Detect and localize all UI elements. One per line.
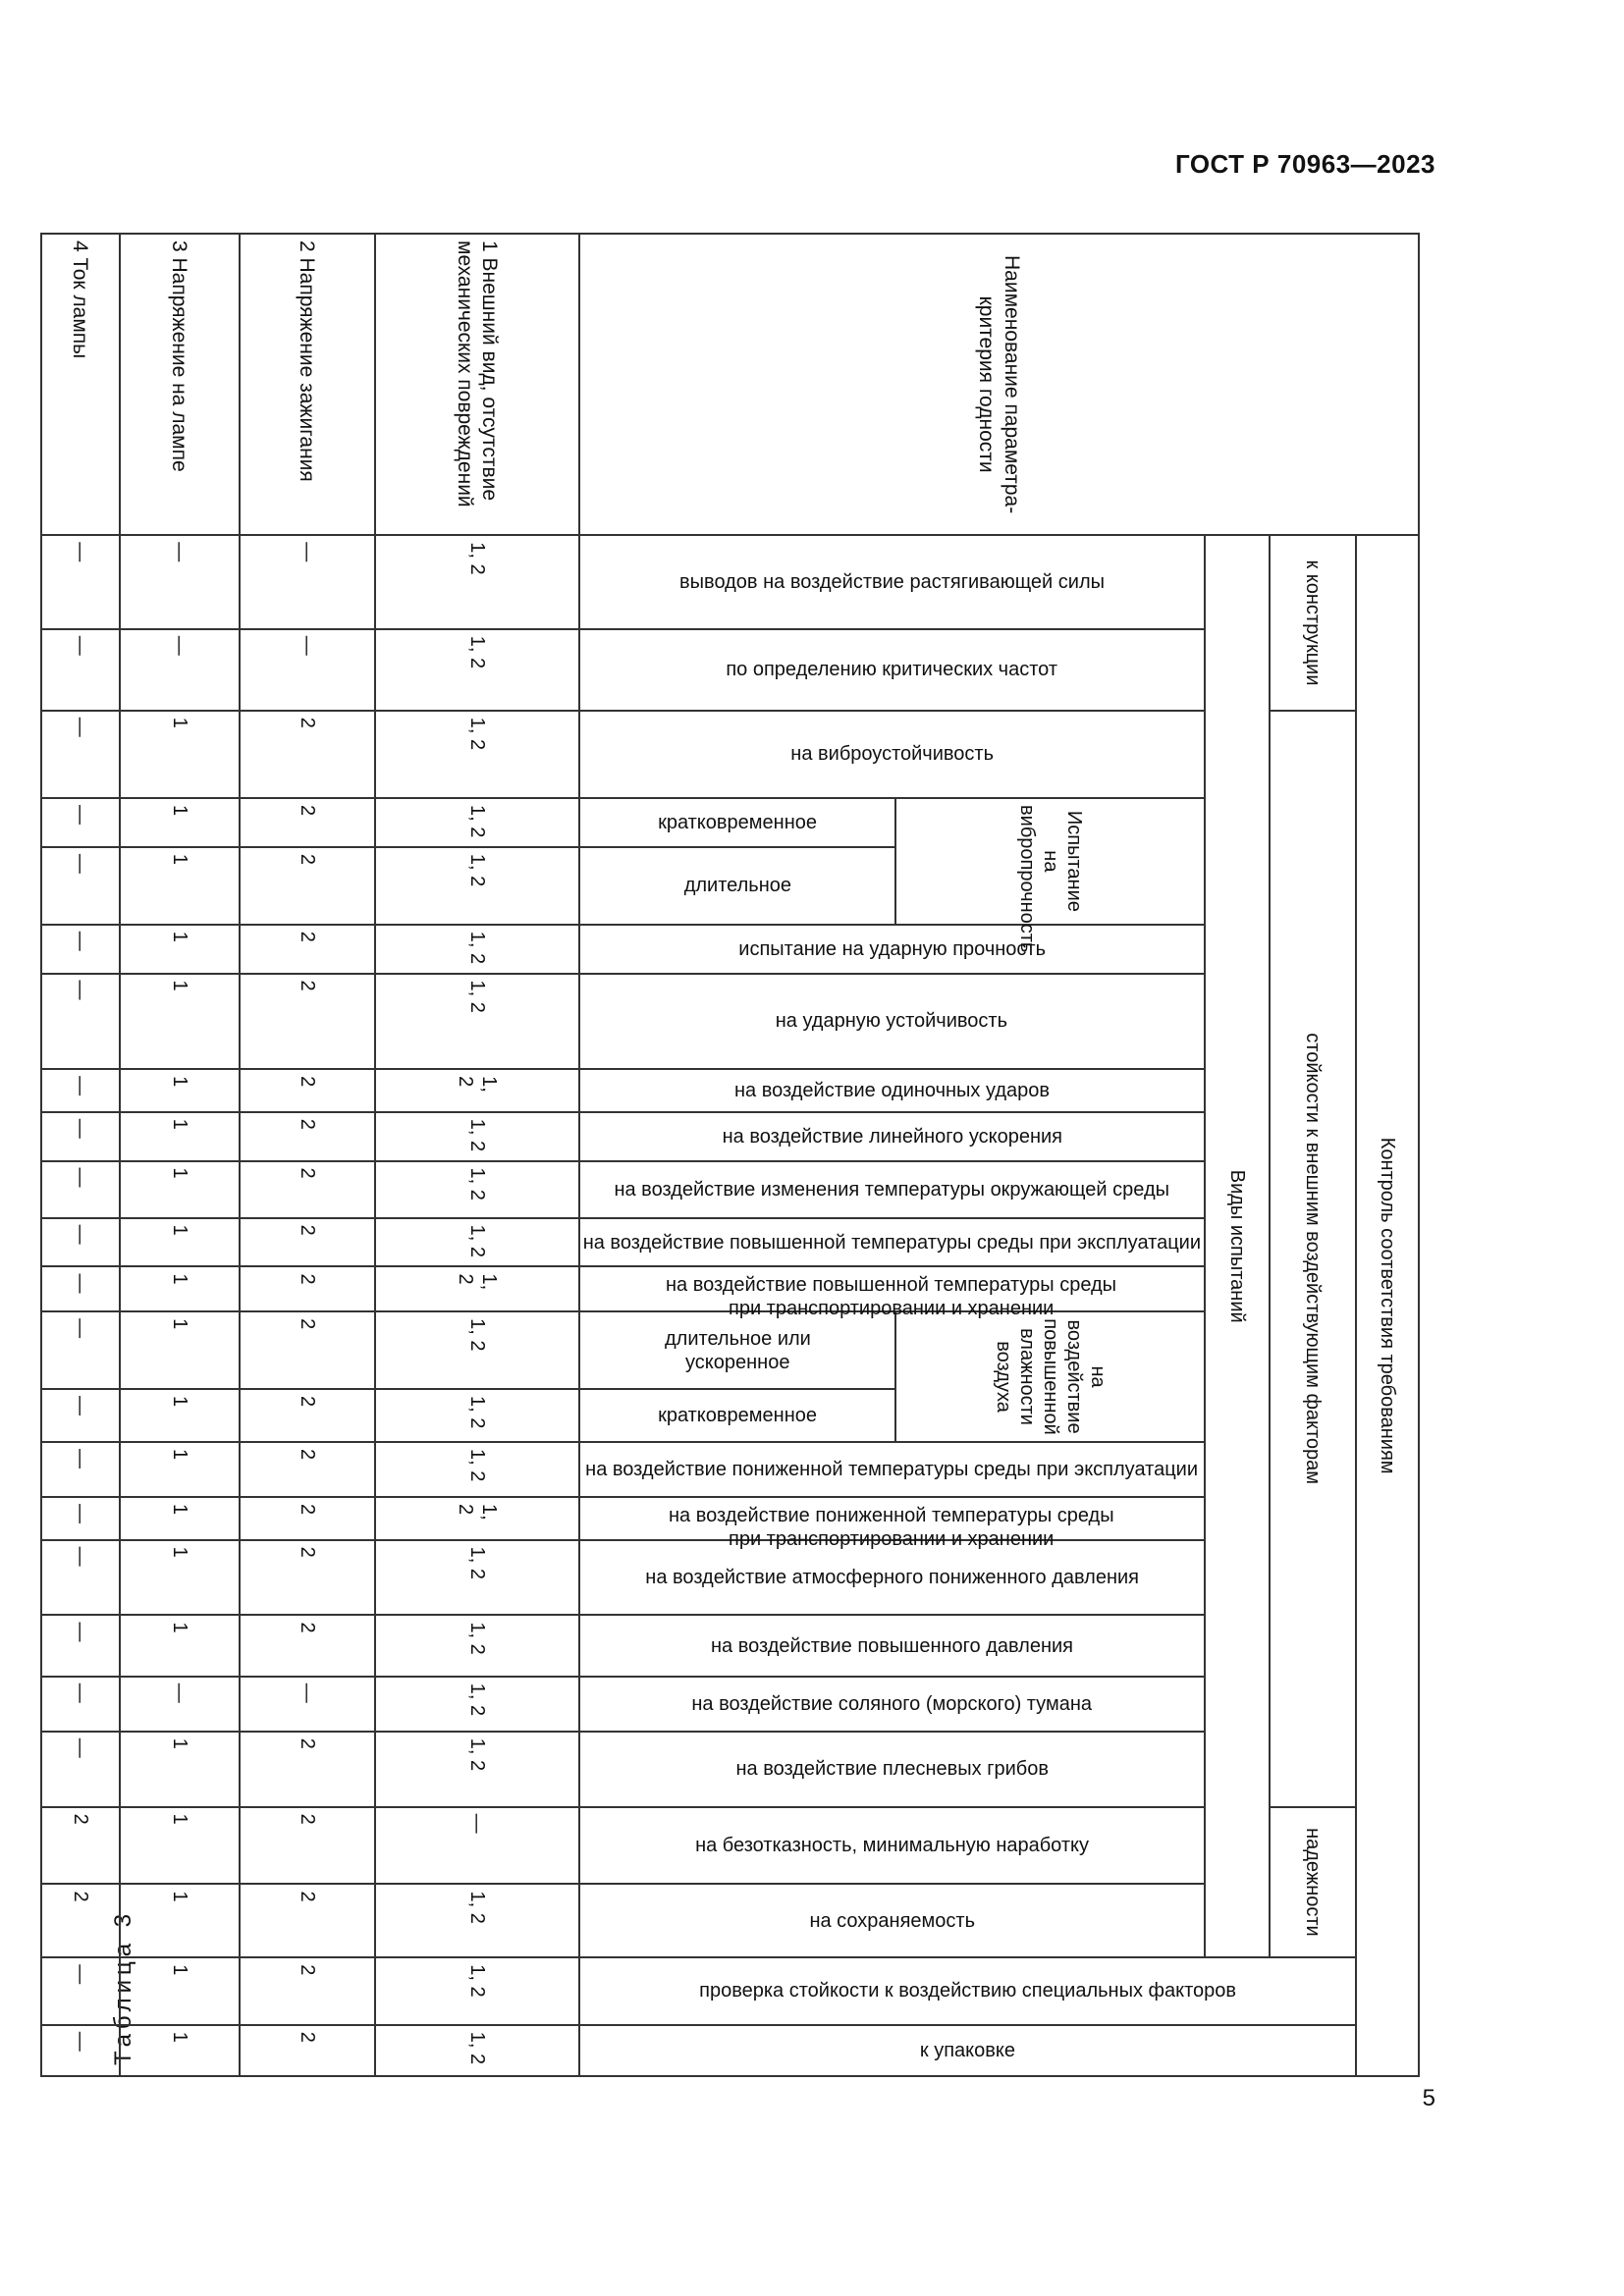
cell: — (41, 1069, 120, 1112)
cell: — (41, 1389, 120, 1442)
cell: 1, 2 (375, 2025, 579, 2076)
cell: 1, 2 (375, 535, 579, 628)
test-7: на воздействие одиночных ударов (579, 1069, 1205, 1112)
test-19: на воздействие плесневых грибов (579, 1732, 1205, 1807)
cell: — (41, 1615, 120, 1676)
cell: 1, 2 (375, 1112, 579, 1161)
cell: 1, 2 (375, 1677, 579, 1732)
cell: 1, 2 (375, 1442, 579, 1497)
cell: 1 (120, 1161, 240, 1218)
cell: — (41, 1218, 120, 1267)
test-21: на сохраняемость (579, 1884, 1205, 1957)
cell: 1 (120, 711, 240, 798)
cell: 2 (41, 1807, 120, 1885)
cell: — (41, 1112, 120, 1161)
group-resistance: стойкости к внешним воздействующим факторам (1270, 711, 1356, 1807)
cell: 2 (240, 1957, 375, 2025)
test-0: выводов на воздействие растягивающей силы (579, 535, 1205, 628)
cell: 1, 2 (375, 1540, 579, 1616)
criterion-name: 2 Напряжение зажигания (240, 234, 375, 535)
cell: 1, 2 (375, 1266, 579, 1311)
cell: — (120, 629, 240, 711)
cell: 1, 2 (375, 1069, 579, 1112)
cell: — (41, 1732, 120, 1807)
cell: 1 (120, 1732, 240, 1807)
cell: 2 (240, 925, 375, 974)
criterion-row-3 (41, 234, 120, 2076)
cell: 1 (120, 925, 240, 974)
cell: — (375, 1807, 579, 1885)
cell: 1, 2 (375, 925, 579, 974)
test-types-header: Виды испытаний (1205, 535, 1270, 1957)
cell: 1 (120, 1807, 240, 1885)
cell: 2 (240, 1732, 375, 1807)
test-13: кратковременное (579, 1389, 895, 1442)
test-5: испытание на ударную прочность (579, 925, 1205, 974)
test-17: на воздействие повышенного давления (579, 1615, 1205, 1676)
group-construction: к конструкции (1270, 535, 1356, 711)
test-11: на воздействие повышенной температуры среды при транспортировании и хранении (579, 1266, 1205, 1311)
cell: — (120, 1677, 240, 1732)
cell: 1, 2 (375, 974, 579, 1070)
cell: 2 (240, 711, 375, 798)
header-row-control (1356, 234, 1419, 2076)
document-id: ГОСТ Р 70963—2023 (1174, 149, 1435, 179)
cell: 1 (120, 1389, 240, 1442)
humidity-header: на воздействие повышенной влажности воздуха (895, 1311, 1205, 1442)
test-12: длительное или ускоренное (579, 1311, 895, 1389)
cell: — (41, 1540, 120, 1616)
table-label: Таблица 3 (110, 1908, 136, 2065)
cell: — (41, 2025, 120, 2076)
cell: — (41, 974, 120, 1070)
cell: 1 (120, 1957, 240, 2025)
cell: 2 (240, 974, 375, 1070)
cell: — (41, 1161, 120, 1218)
stub-header: Наименование параметра-критерия годности (579, 234, 1419, 535)
cell: 2 (240, 1218, 375, 1267)
cell: — (41, 798, 120, 847)
criterion-row-0 (375, 234, 579, 2076)
cell: 2 (240, 1161, 375, 1218)
criterion-name: 3 Напряжение на лампе (120, 234, 240, 535)
cell: 1, 2 (375, 1218, 579, 1267)
cell: 1 (120, 2025, 240, 2076)
cell: 1, 2 (375, 1615, 579, 1676)
cell: 2 (41, 1884, 120, 1957)
cell: 1 (120, 1615, 240, 1676)
test-2: на виброустойчивость (579, 711, 1205, 798)
cell: 1 (120, 1266, 240, 1311)
page-number: 5 (1422, 2085, 1435, 2111)
cell: — (240, 629, 375, 711)
cell: 1 (120, 1112, 240, 1161)
test-9: на воздействие изменения температуры окружающей среды (579, 1161, 1205, 1218)
cell: 2 (240, 847, 375, 925)
cell: 1 (120, 1069, 240, 1112)
cell: — (41, 1311, 120, 1389)
cell: 1, 2 (375, 1884, 579, 1957)
cell: 2 (240, 1069, 375, 1112)
cell: — (41, 535, 120, 628)
cell: 2 (240, 2025, 375, 2076)
cell: 2 (240, 1112, 375, 1161)
cell: 1, 2 (375, 1957, 579, 2025)
cell: — (41, 1266, 120, 1311)
cell: — (41, 847, 120, 925)
vibro-strength-header: Испытание на вибропрочность (895, 798, 1205, 925)
cell: 1, 2 (375, 1732, 579, 1807)
cell: — (41, 1677, 120, 1732)
cell: 1, 2 (375, 847, 579, 925)
cell: 1 (120, 1540, 240, 1616)
cell: 1 (120, 1218, 240, 1267)
cell: — (41, 711, 120, 798)
cell: 1 (120, 974, 240, 1070)
test-matrix-table (40, 233, 1420, 2077)
cell: — (240, 535, 375, 628)
cell: 1, 2 (375, 1389, 579, 1442)
test-8: на воздействие линейного ускорения (579, 1112, 1205, 1161)
cell: 1 (120, 1884, 240, 1957)
criterion-name: 1 Внешний вид, отсутствие механических повреждений (375, 234, 579, 535)
cell: — (41, 629, 120, 711)
test-16: на воздействие атмосферного пониженного давления (579, 1540, 1205, 1616)
cell: 2 (240, 1497, 375, 1540)
cell: 2 (240, 1884, 375, 1957)
cell: — (41, 925, 120, 974)
test-18: на воздействие соляного (морского) тумана (579, 1677, 1205, 1732)
cell: 2 (240, 1442, 375, 1497)
criterion-name: 4 Ток лампы (41, 234, 120, 535)
test-1: по определению критических частот (579, 629, 1205, 711)
control-title: Контроль соответствия требованиям (1356, 535, 1419, 2076)
packaging-header: к упаковке (579, 2025, 1356, 2076)
cell: 2 (240, 1311, 375, 1389)
group-reliability: надежности (1270, 1807, 1356, 1958)
cell: — (41, 1442, 120, 1497)
special-factors-header: проверка стойкости к воздействию специальных факторов (579, 1957, 1356, 2025)
cell: — (240, 1677, 375, 1732)
test-20: на безотказность, минимальную наработку (579, 1807, 1205, 1885)
cell: — (120, 535, 240, 628)
cell: 2 (240, 1615, 375, 1676)
cell: 1, 2 (375, 798, 579, 847)
criterion-row-2 (120, 234, 240, 2076)
cell: — (41, 1497, 120, 1540)
test-4: длительное (579, 847, 895, 925)
test-10: на воздействие повышенной температуры среды при эксплуатации (579, 1218, 1205, 1267)
cell: 2 (240, 1389, 375, 1442)
cell: 2 (240, 1807, 375, 1885)
cell: 1 (120, 1442, 240, 1497)
test-15: на воздействие пониженной температуры среды при транспортировании и хранении (579, 1497, 1205, 1540)
cell: 2 (240, 798, 375, 847)
cell: 1 (120, 1311, 240, 1389)
cell: 1 (120, 847, 240, 925)
cell: 1, 2 (375, 629, 579, 711)
cell: 2 (240, 1540, 375, 1616)
cell: 1 (120, 798, 240, 847)
cell: 1, 2 (375, 1497, 579, 1540)
cell: 1 (120, 1497, 240, 1540)
cell: 1, 2 (375, 1161, 579, 1218)
test-3: кратковременное (579, 798, 895, 847)
test-6: на ударную устойчивость (579, 974, 1205, 1070)
cell: 1, 2 (375, 1311, 579, 1389)
test-14: на воздействие пониженной температуры среды при эксплуатации (579, 1442, 1205, 1497)
cell: 1, 2 (375, 711, 579, 798)
criterion-row-1 (240, 234, 375, 2076)
cell: — (41, 1957, 120, 2025)
cell: 2 (240, 1266, 375, 1311)
